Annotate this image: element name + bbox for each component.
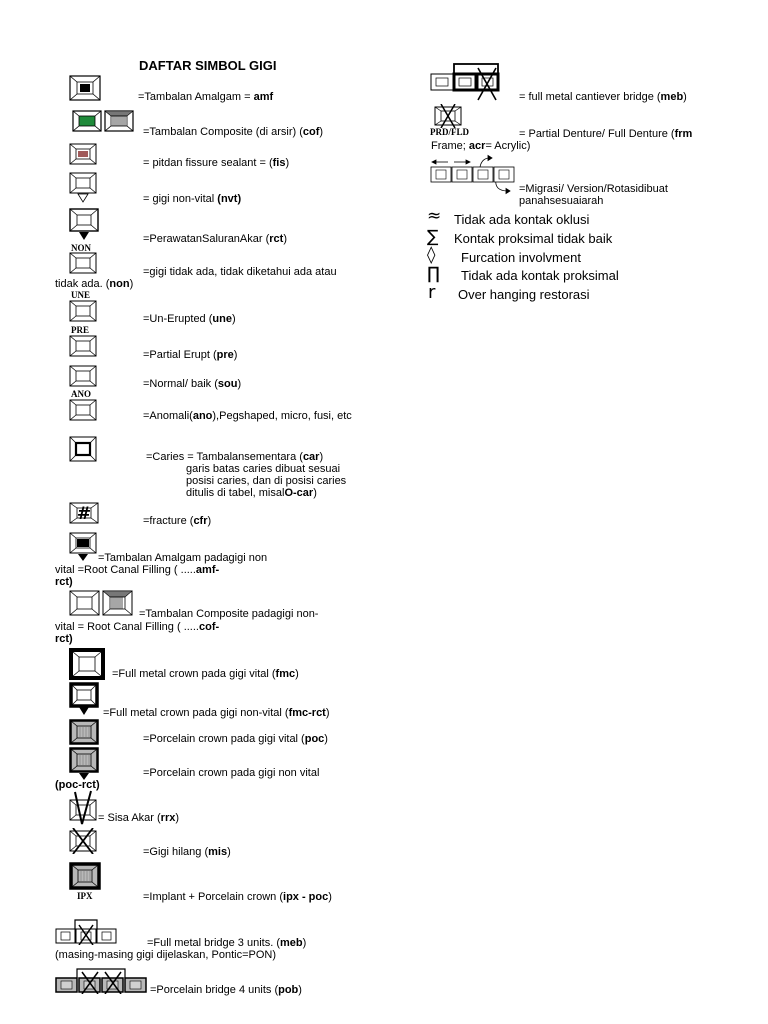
composite-root-canal-label-line2: vital = Root Canal Filling ( .....cof- xyxy=(55,621,220,633)
svg-text:#: # xyxy=(76,504,92,524)
cantilever-bridge-label: = full metal cantiever bridge (meb) xyxy=(519,91,687,103)
caries-label: =Caries = Tambalansementara (car) garis batas caries dibuat sesuai posisi caries, dan di posisi caries ditulis di tabel, misalO-car) xyxy=(146,451,347,499)
un-erupted-label: =Un-Erupted (une) xyxy=(143,313,236,325)
missing-unknown-label-line1: =gigi tidak ada, tidak diketahui ada atau xyxy=(143,266,337,278)
overhanging-restoration-icon: r xyxy=(428,282,436,303)
full-metal-crown-non-vital-icon xyxy=(69,682,99,716)
root-remnant-icon xyxy=(69,790,97,826)
amalgam-root-canal-icon xyxy=(69,532,97,562)
ano-caption: ANO xyxy=(71,389,91,399)
porcelain-bridge-4-units-icon xyxy=(55,966,149,994)
page-title: DAFTAR SIMBOL GIGI xyxy=(139,58,277,73)
missing-tooth-label: =Gigi hilang (mis) xyxy=(143,846,231,858)
composite-filling-icon xyxy=(72,110,134,132)
amalgam-root-canal-label-line3: rct) xyxy=(55,576,73,588)
composite-root-canal-label-line1: =Tambalan Composite padagigi non- xyxy=(139,608,319,620)
non-vital-label: = gigi non-vital (nvt) xyxy=(143,193,242,205)
une-caption: UNE xyxy=(71,290,91,300)
no-occlusal-contact-icon: ≈ xyxy=(427,206,442,226)
pre-caption: PRE xyxy=(71,325,89,335)
fracture-icon xyxy=(69,502,99,524)
non-vital-tooth-icon xyxy=(69,172,97,204)
poor-proximal-contact-icon: ∑ xyxy=(427,227,439,247)
root-remnant-label: = Sisa Akar (rrx) xyxy=(98,812,180,824)
missing-unknown-label-line2: tidak ada. (non) xyxy=(55,278,134,290)
metal-bridge-label-line2: (masing-masing gigi dijelaskan, Pontic=PON) xyxy=(55,949,277,961)
full-metal-crown-non-vital-label: =Full metal crown pada gigi non-vital (fmc-rct) xyxy=(103,707,330,719)
composite-root-canal-label-line3: rct) xyxy=(55,633,73,645)
non-caption: NON xyxy=(71,243,91,253)
fissure-sealant-label: = pitdan fissure sealant = (fis) xyxy=(143,157,290,169)
implant-porcelain-crown-icon xyxy=(69,862,101,890)
anomaly-label: =Anomali(ano),Pegshaped, micro, fusi, etc xyxy=(143,410,352,422)
prd-fld-caption: PRD/FLD xyxy=(430,127,469,137)
amalgam-filling-icon xyxy=(69,75,101,101)
no-proximal-contact-icon: ∏ xyxy=(427,264,440,284)
root-canal-treatment-icon xyxy=(69,208,99,242)
migration-label-line1: =Migrasi/ Version/Rotasidibuat xyxy=(519,183,668,195)
denture-label-line1: = Partial Denture/ Full Denture (frm xyxy=(519,128,693,140)
full-metal-crown-icon xyxy=(69,648,105,680)
root-canal-label: =PerawatanSaluranAkar (rct) xyxy=(143,233,287,245)
amalgam-filling-label: =Tambalan Amalgam = amf xyxy=(138,91,274,103)
migration-label-line2: panahsesuaiarah xyxy=(519,195,604,207)
normal-label: =Normal/ baik (sou) xyxy=(143,378,242,390)
normal-tooth-icon xyxy=(69,365,97,387)
no-proximal-contact-label: Tidak ada kontak proksimal xyxy=(461,268,619,283)
metal-bridge-3-units-icon xyxy=(55,917,117,945)
metal-bridge-label-line1: =Full metal bridge 3 units. (meb) xyxy=(147,937,307,949)
fissure-sealant-icon xyxy=(69,143,97,165)
partial-erupt-tooth-icon xyxy=(69,335,97,357)
implant-porcelain-crown-label: =Implant + Porcelain crown (ipx - poc) xyxy=(143,891,332,903)
porcelain-bridge-label: =Porcelain bridge 4 units (pob) xyxy=(150,984,302,996)
fracture-label: =fracture (cfr) xyxy=(143,515,212,527)
denture-icon xyxy=(434,104,462,128)
porcelain-crown-icon xyxy=(69,719,99,745)
missing-unknown-tooth-icon xyxy=(69,252,97,274)
partial-erupt-label: =Partial Erupt (pre) xyxy=(143,349,238,361)
full-metal-crown-label: =Full metal crown pada gigi vital (fmc) xyxy=(112,668,299,680)
missing-tooth-icon xyxy=(69,828,97,854)
cantilever-bridge-icon xyxy=(430,62,500,102)
composite-root-canal-icon xyxy=(69,590,133,616)
denture-label-line2: Frame; acr= Acrylic) xyxy=(431,140,531,152)
ipx-caption: IPX xyxy=(77,891,93,901)
porcelain-crown-label: =Porcelain crown pada gigi vital (poc) xyxy=(143,733,328,745)
overhanging-restoration-label: Over hanging restorasi xyxy=(458,287,590,302)
furcation-label: Furcation involvment xyxy=(461,250,581,265)
porcelain-crown-non-vital-icon xyxy=(69,747,99,781)
amalgam-root-canal-label-line1: =Tambalan Amalgam padagigi non xyxy=(98,552,268,564)
poor-proximal-contact-label: Kontak proksimal tidak baik xyxy=(454,231,613,246)
furcation-icon: ◊ xyxy=(427,245,436,265)
caries-icon xyxy=(69,436,97,462)
amalgam-root-canal-label-line2: vital =Root Canal Filling ( .....amf- xyxy=(55,564,220,576)
anomaly-tooth-icon xyxy=(69,399,97,421)
composite-filling-label: =Tambalan Composite (di arsir) (cof) xyxy=(143,126,324,138)
un-erupted-tooth-icon xyxy=(69,300,97,322)
porcelain-crown-non-vital-label-line1: =Porcelain crown pada gigi non vital xyxy=(143,767,320,779)
no-occlusal-contact-label: Tidak ada kontak oklusi xyxy=(454,212,590,227)
porcelain-crown-non-vital-label-line2: (poc-rct) xyxy=(55,779,100,791)
migration-arrows-icon xyxy=(430,153,520,195)
